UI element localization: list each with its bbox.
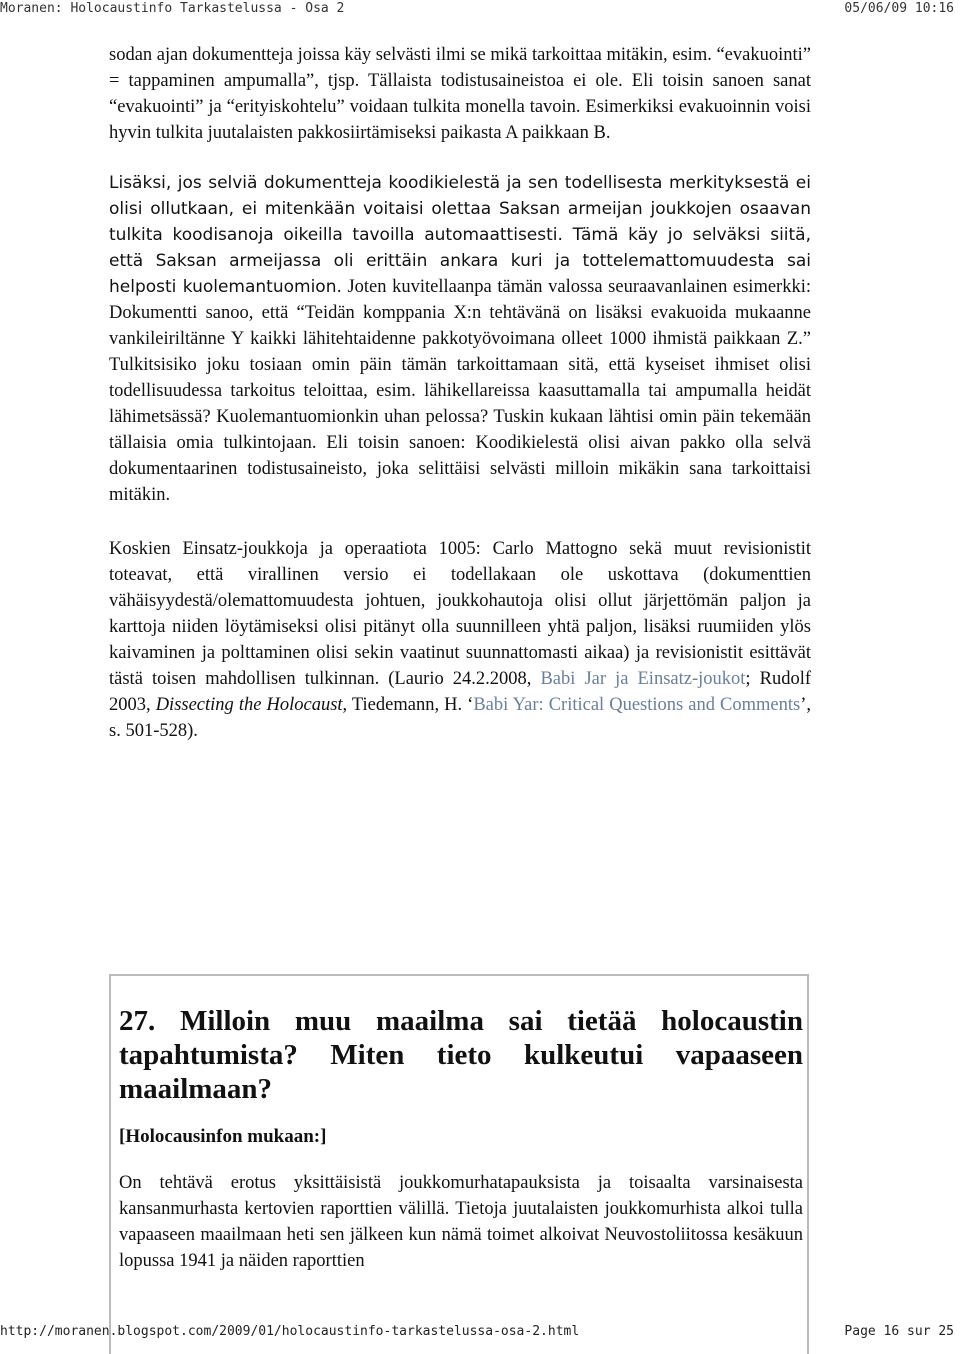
paragraph-evakuointi: sodan ajan dokumentteja joissa käy selvästi ilmi se mikä tarkoittaa mitäkin, esim. “evakuointi” = tappaminen ampumalla”, tjsp. Tällaista todistusaineistoa ei ole. Eli toisin sanoen sanat “evakuointi” ja “erityiskohtelu” voidaan tulkita monella tavoin. Esimerkiksi evakuoinnin voisi hyvin tulkita juutalaisten pakkosiirtämiseksi paikasta A paikkaan B. (109, 45, 811, 143)
section-paragraph: On tehtävä erotus yksittäisistä joukkomurhatapauksista ja toisaalta varsinaisesta kansanmurhasta kertovien raporttien välillä. Tietoja juutalaisten joukkomurhista alkoi tulla vapaaseen maailmaan heti sen jälkeen kun nämä toimet alkoivat Neuvostoliitossa kesäkuun lopussa 1941 ja näiden raporttien (119, 1173, 803, 1271)
page-title: Moranen: Holocaustinfo Tarkastelussa - Osa 2 (0, 1, 345, 16)
page-number: Page 16 sur 25 (844, 1324, 954, 1339)
link-babi-yar[interactable]: Babi Yar: Critical Questions and Comments (473, 695, 801, 715)
book-title: Dissecting the Holocaust (155, 695, 343, 715)
einsatz-text-c: , Tiedemann, H. ‘ (342, 695, 474, 715)
section-box (109, 974, 809, 1354)
paragraph-koodikieli (109, 170, 811, 508)
einsatz-text-a: Koskien Einsatz-joukkoja ja operaatiota 1005: Carlo Mattogno sekä muut revisionistit toteavat, että virallinen versio ei todellakaan ole uskottava (dokumenttien vähäisyydestä/olemattomuudesta johtuen, joukkohautoja olisi ollut järjettömän paljon ja karttoja niiden löytämiseksi olisi pitänyt olla suunnilleen yhtä paljon, lisäksi ruumiiden ylös kaivaminen ja polttaminen olisi sekin vaatinut suunnattomasti aikaa) ja revisionistit esittävät tästä toisen mahdollisen tulkinnan. (Laurio 24.2.2008, (109, 539, 811, 689)
section-content (119, 1004, 803, 1274)
page-url: http://moranen.blogspot.com/2009/01/holocaustinfo-tarkastelussa-osa-2.html (0, 1324, 580, 1339)
print-datetime: 05/06/09 10:16 (844, 1, 954, 16)
print-header (0, 0, 960, 22)
einsatz-text-b: ; Rudolf 2003, (109, 669, 811, 715)
article-body (109, 42, 811, 744)
paragraph-koodikieli-serif: Joten kuvitellaanpa tämän valossa seuraavanlainen esimerkki: Dokumentti sanoo, että “Teidän komppania X:n tehtävänä on lisäksi evakuoida mukaanne vankileiriltänne Y kaikki lähitehtaidenne pakkotyövoimana olleet 1000 ihmistä paikkaan Z.” Tulkitsisiko joku tosiaan omin päin tämän tarkoittamaan sitä, että kyseiset ihmiset olisi todellisuudessa tarkoitus teloittaa, esim. lähikellareissa kaasuttamalla tai ampumalla heidät lähimetsässä? Kuolemantuomionkin uhan pelossa? Tuskin kukaan lähtisi omin päin tekemään tällaisia omia tulkintojaan. Eli toisin sanoen: Koodikielestä olisi aivan pakko olla selvä dokumentaarinen todistusaineisto, joka selittäisi selvästi milloin mikäkin sana tarkoittaisi mitäkin. (109, 277, 811, 505)
source-label: [Holocausinfon mukaan:] (119, 1126, 327, 1147)
link-babi-jar[interactable]: Babi Jar ja Einsatz-joukot (540, 669, 746, 689)
print-footer (0, 1319, 960, 1341)
section-heading: 27. Milloin muu maailma sai tietää holocaustin tapahtumista? Miten tieto kulkeutui vapaaseen maailmaan? (119, 1005, 803, 1105)
einsatz-text-d: ’, s. 501-528). (109, 695, 812, 741)
paragraph-einsatz (109, 536, 811, 744)
paragraph-koodikieli-sans: Lisäksi, jos selviä dokumentteja koodikielestä ja sen todellisesta merkityksestä ei olisi ollutkaan, ei mitenkään voitaisi olettaa Saksan armeijan joukkojen osaavan tulkita koodisanoja oikeilla tavoilla automaattisesti. Tämä käy jo selväksi siitä, että Saksan armeijassa oli erittäin ankara kuri ja tottelemattomuudesta sai helposti kuolemantuomion. (109, 173, 811, 297)
